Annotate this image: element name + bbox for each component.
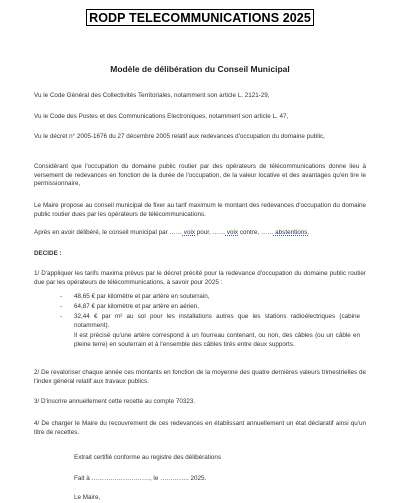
article-3: 3/ D'inscrire annuellement cette recette au compte 70323. bbox=[34, 398, 196, 405]
vote-intro: Après en avoir délibéré, le conseil municipal par bbox=[34, 229, 170, 236]
considerant-paragraph: Considérant que l'occupation du domaine public routier par des opérateurs de télécommunications donne lieu à versement de redevances en fonction de la durée de l'occupation, de la valeur locative et des avantages qu'en tire le permissionnaire, bbox=[34, 163, 366, 188]
vote-paragraph bbox=[34, 229, 366, 238]
document-title: RODP TELECOMMUNICATIONS 2025 bbox=[89, 10, 311, 25]
proposition-paragraph: Le Maire propose au conseil municipal de fixer au tarif maximum le montant des redevances d'occupation du domaine public routier dues par les opérateurs de télécommunications. bbox=[34, 202, 366, 218]
vote-word-voix-2: voix bbox=[225, 229, 239, 236]
article-4: 4/ De charger le Maire du recouvrement de ces redevances en établissant annuellement un état déclaratif ainsi qu'un titre de recettes. bbox=[34, 420, 366, 436]
article-2: 2/ De revaloriser chaque année ces montants en fonction de la moyenne des quatre dernières valeurs trimestrielles de l'index général relatif aux travaux publics. bbox=[34, 369, 366, 385]
vote-blank-3: …… bbox=[260, 229, 274, 236]
vu-cpce: Vu le Code des Postes et des Communications Electroniques, notamment son article L. 47, bbox=[34, 113, 289, 120]
vote-blank-voix: …… bbox=[169, 229, 183, 236]
vote-word-abstentions: abstentions. bbox=[273, 229, 310, 236]
bullet-dash: - bbox=[60, 303, 63, 310]
bullet-dash: - bbox=[60, 313, 63, 320]
vu-cgct: Vu le Code Général des Collectivités Territoriales, notamment son article L. 2121-29, bbox=[34, 92, 270, 99]
extrait-certifie: Extrait certifié conforme au registre des délibérations bbox=[74, 454, 221, 461]
document-page: RODP TELECOMMUNICATIONS 2025 Modèle de délibération du Conseil Municipal Vu le Code Général des Collectivités Territoriales, notamment son article L. 2121-29, Vu le Code des Postes et des Communications Electroniques, notamment son article L. 47, Vu le décret n° 2005-1676 du 27 décembre 2005 relatif aux redevances d'occupation du domaine public, Considérant que l'occupation du domaine public routier par des opérateurs de télécommunications donne lieu à versement de redevances en fonction de la durée de l'occupation, de la valeur locative et des avantages qu'en tire le permissionnaire, Le Maire propose au conseil municipal de fixer au tarif maximum le montant des redevances d'occupation du domaine public routier dues par les opérateurs de télécommunications. Après en avoir délibéré, le conseil municipal par …… voix pour, …… voix contre, …… abstentions. DECIDE : 1/ D'appliquer les tarifs maxima prévus par le décret précité pour la redevance d'occupation du domaine public routier due par les opérateurs de télécommunications, à savoir pour 2025 : - 48,65 € par kilomètre et par artère en souterrain, - 64,87 € par kilomètre et par artère en aérien, - 32,44 € par m² au sol pour les installations autres que les stations radioélectriques (cabine notamment). Il est précisé qu'une artère correspond à un fourreau contenant, ou non, des câbles (ou un câble en pleine terre) en souterrain et à l'ensemble des câbles tirés entre deux supports. 2/ De revaloriser chaque année ces montants en fonction de la moyenne des quatre dernières valeurs trimestrielles de l'index général relatif aux travaux publics. 3/ D'inscrire annuellement cette recette au compte 70323. 4/ De charger le Maire du recouvrement de ces redevances en établissant annuellement un état déclaratif ainsi qu'un titre de recettes. Extrait certifié conforme au registre des délibérations Fait à ………………………., le ………….. 2025. Le Maire, bbox=[0, 0, 400, 500]
article-1-intro: 1/ D'appliquer les tarifs maxima prévus par le décret précité pour la redevance d'occupation du domaine public routier due par les opérateurs de télécommunications, à savoir pour 2025 : bbox=[34, 270, 366, 286]
vu-decret: Vu le décret n° 2005-1676 du 27 décembre 2005 relatif aux redevances d'occupation du domaine public, bbox=[34, 133, 325, 140]
vote-blank-2: …… bbox=[212, 229, 226, 236]
le-maire: Le Maire, bbox=[74, 494, 101, 501]
deliberation-subtitle: Modèle de délibération du Conseil Municipal bbox=[110, 64, 290, 74]
vote-word-pour: pour, bbox=[195, 229, 213, 236]
vote-word-voix-1: voix bbox=[182, 229, 196, 236]
vote-word-contre: contre, bbox=[238, 229, 261, 236]
fait-a-line: Fait à ………………………., le ………….. 2025. bbox=[74, 475, 207, 482]
decide-heading: DECIDE : bbox=[34, 250, 62, 257]
document-title-box bbox=[86, 9, 314, 26]
bullet-dash: - bbox=[60, 293, 63, 300]
